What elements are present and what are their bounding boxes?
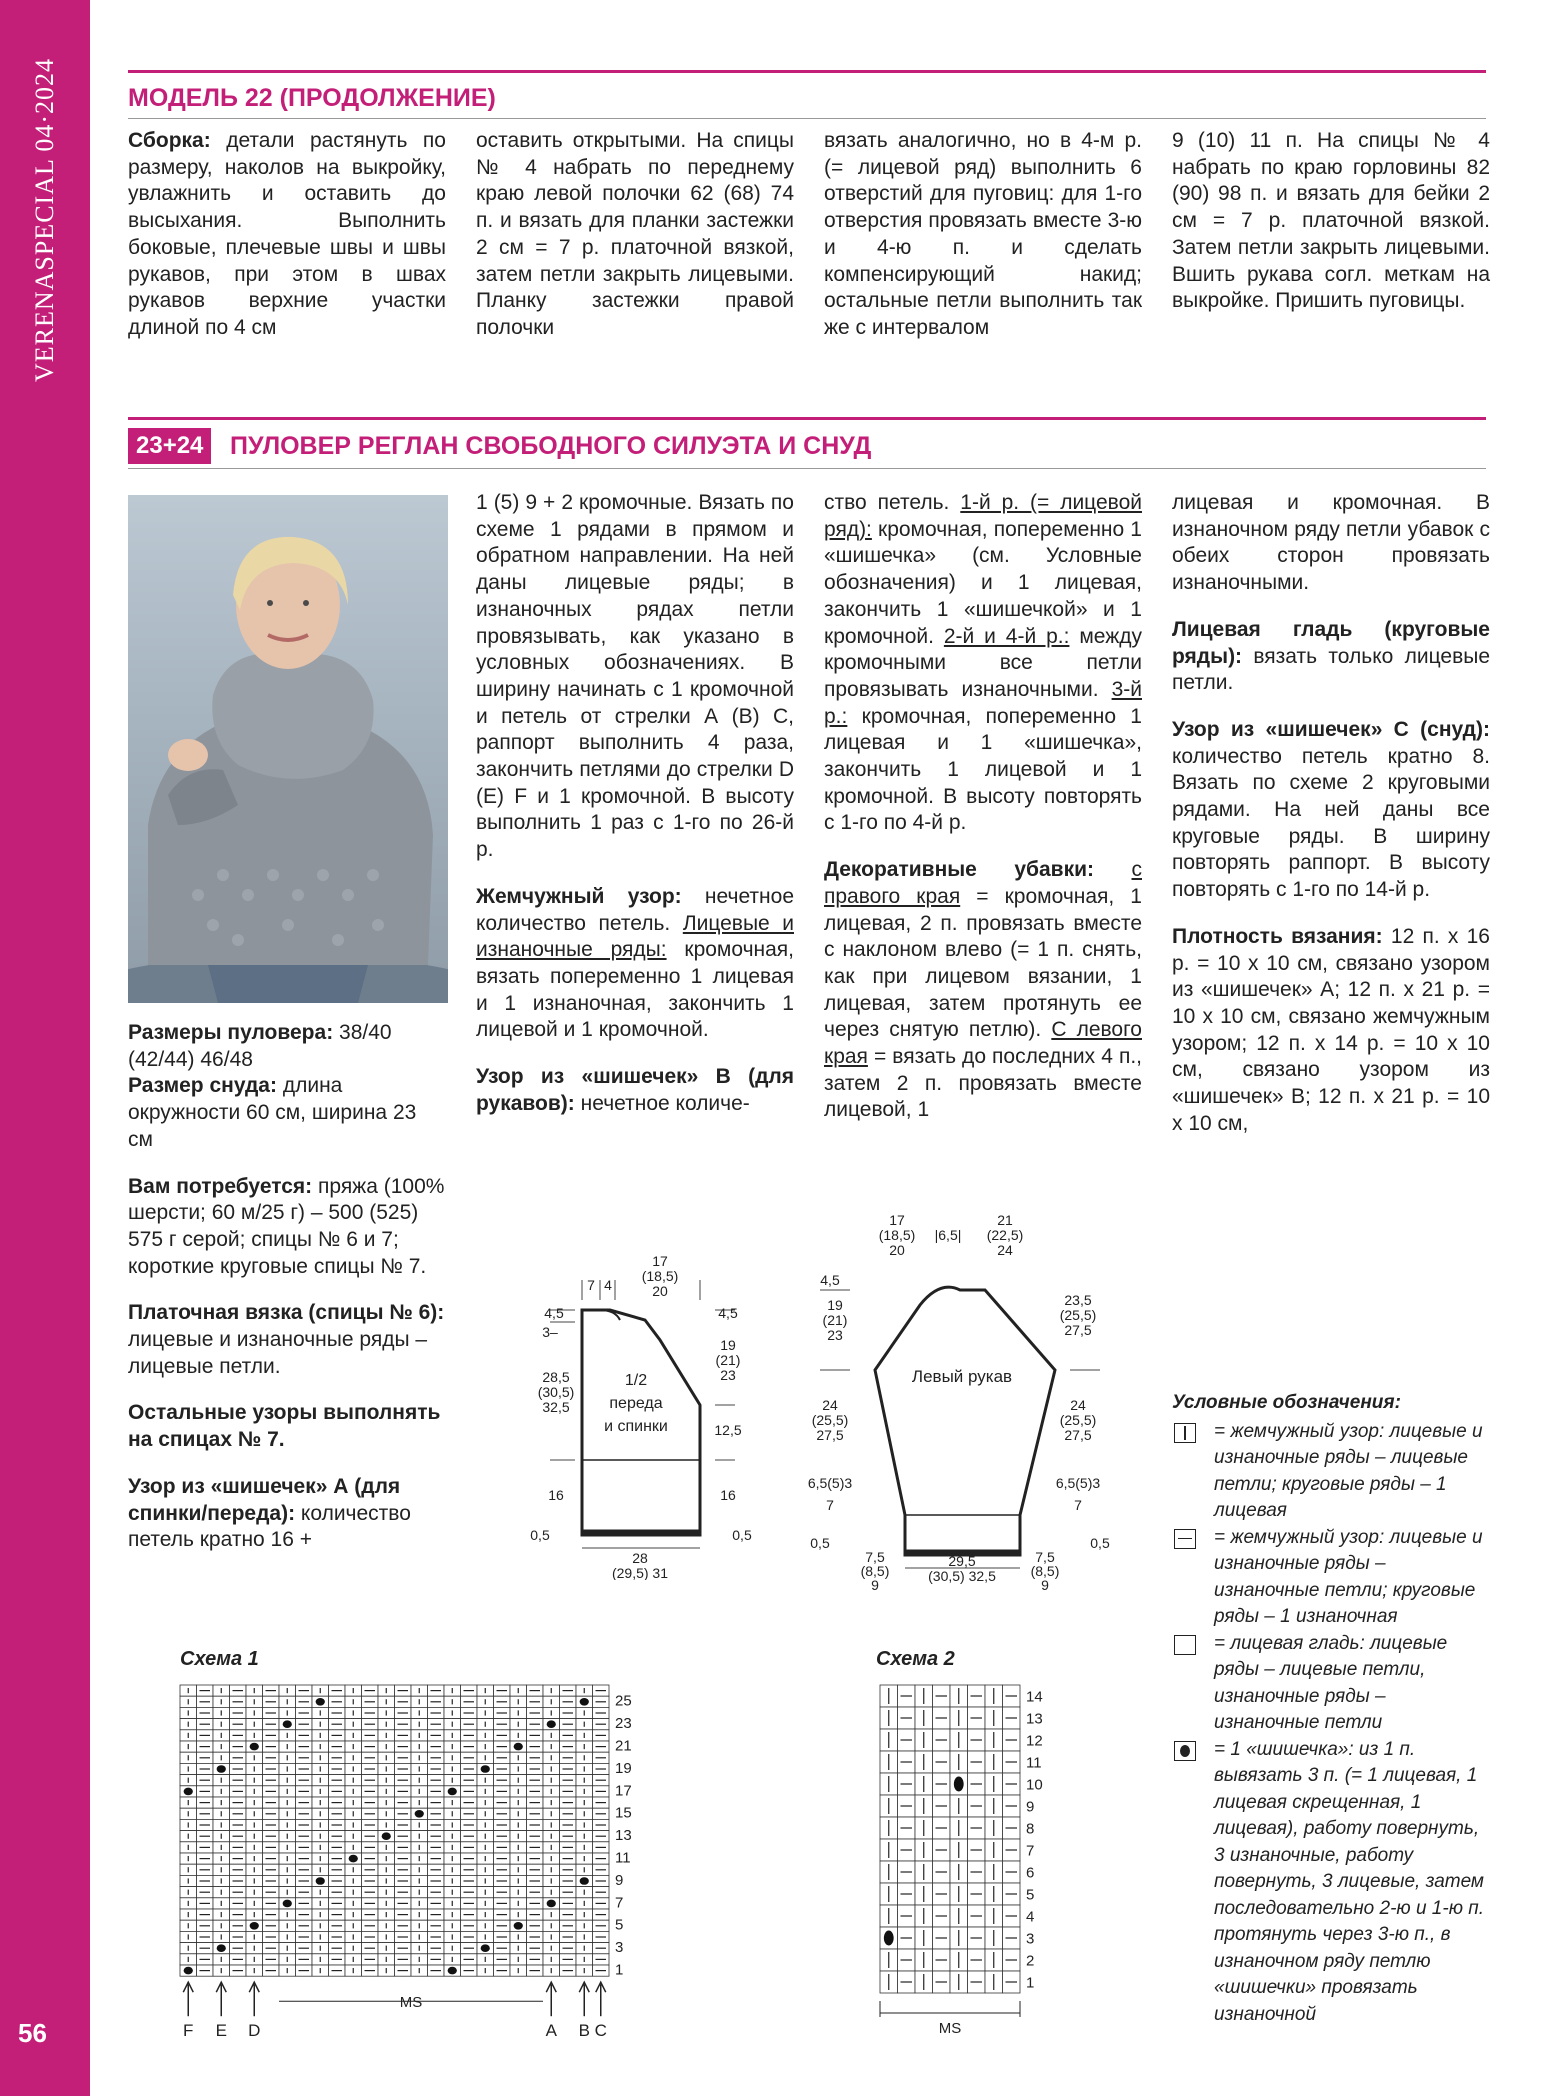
bobble-mark xyxy=(415,1810,424,1818)
section2-top-rule xyxy=(128,417,1486,420)
scheme2-row-label: 11 xyxy=(1026,1754,1042,1772)
dim-17: 17 xyxy=(652,1253,668,1269)
scheme1-row-label: 9 xyxy=(615,1871,624,1889)
scheme2-row-label: 13 xyxy=(1026,1710,1043,1728)
section1-col3: вязать аналогично, но в 4-м р. (= лицевой ряд) выполнить 6 отверстий для пуговиц: для 1-го отверстия провязать вместе 3-ю и 4-ю п. и сделать компенсирующий накид; остальные петли выполнить так же с интервалом xyxy=(824,129,1142,339)
sl-dim-9-right: 9 xyxy=(1041,1577,1049,1593)
decrease-right: = кромочная, 1 лицевая, 2 п. провязать вместе с наклоном влево (= 1 п. снять, как при лицевом вязании, 1 лицевая, затем протянуть ее через снятую петлю). xyxy=(824,884,1142,1042)
scheme2-title: Схема 2 xyxy=(876,1648,955,1670)
brand-text: VERENASPECIAL 04·2024 xyxy=(30,57,59,383)
section1-col2: оставить открытыми. На спицы № 4 набрать по переднему краю левой полочки 62 (68) 74 п. и вязать для планки застежки 2 см = 7 р. платочной вязкой, затем петли закрыть лицевыми. Планку застежки правой полочки xyxy=(476,129,794,339)
legend-item-stockinette xyxy=(1172,1631,1492,1737)
sleeve-schematic xyxy=(800,1210,1120,1600)
scheme2-row-label: 14 xyxy=(1026,1688,1043,1706)
legend-text-knit: = жемчужный узор: лицевые и изнаночные ряды – лицевые петли; круговые ряды – 1 лицевая xyxy=(1214,1420,1483,1521)
section1-top-rule xyxy=(128,70,1486,73)
legend-item-knit xyxy=(1172,1419,1492,1525)
sl-dim-21: 21 xyxy=(997,1212,1013,1228)
row24-text: между кромочными все петли провязывать изнаночными. xyxy=(824,624,1142,701)
scheme2-row-label: 1 xyxy=(1026,1974,1035,1992)
sl-dim-0-5-left: 0,5 xyxy=(810,1535,830,1551)
sleeve-label: Левый рукав xyxy=(911,1367,1013,1386)
bobble-c-value: количество петель кратно 8. Вязать по схеме 2 круговыми рядами. На ней даны все круговые ряды. В ширину повторять раппорт. В высоту повторять с 1-го по 14-й р. xyxy=(1172,744,1490,902)
scheme2-row-label: 2 xyxy=(1026,1952,1035,1970)
legend-item-bobble xyxy=(1172,1737,1492,2029)
section1-col1 xyxy=(128,128,446,342)
dim-29-5: (29,5) 31 xyxy=(611,1565,669,1580)
purl-symbol-icon xyxy=(1174,1529,1196,1549)
garter-value: лицевые и изнаночные ряды – лицевые петли. xyxy=(128,1328,428,1378)
scheme1-row-label: 17 xyxy=(615,1782,632,1800)
dim-0-5-left: 0,5 xyxy=(530,1527,550,1543)
assembly-label: Сборка: xyxy=(128,129,211,152)
sl-dim-24-right: 24 xyxy=(1070,1397,1086,1413)
col1-text xyxy=(128,1020,446,1574)
magenta-sidebar xyxy=(0,0,90,2096)
garter-label: Платочная вязка (спицы № 6): xyxy=(128,1301,445,1325)
dim-4-5-left: 4,5 xyxy=(544,1305,564,1321)
bobble-mark xyxy=(217,1944,226,1952)
scheme2-chart xyxy=(870,1680,1110,2040)
magazine-brand xyxy=(10,50,80,390)
bobble-mark xyxy=(580,1877,589,1885)
section1-col4: 9 (10) 11 п. На спицы № 4 набрать по краю горловины 82 (90) 98 п. и вязать для бейки 2 см = 7 р. платочной вязкой. Затем петли закрыть лицевыми. Вшить рукава согл. меткам на выкройке. Пришить пуговицы. xyxy=(1172,129,1490,313)
dim-32-5: 32,5 xyxy=(542,1399,570,1415)
pearl-label: Жемчужный узор: xyxy=(476,884,682,908)
bobble-mark xyxy=(184,1788,193,1796)
arrow-label-E: E xyxy=(215,2021,227,2040)
scheme2-row-label: 12 xyxy=(1026,1732,1043,1750)
sl-dim-9-left: 9 xyxy=(871,1577,879,1593)
scheme2-row-label: 8 xyxy=(1026,1820,1035,1838)
legend-title: Условные обозначения: xyxy=(1172,1392,1401,1413)
other-patterns: Остальные узоры выполнять на спицах № 7. xyxy=(128,1401,441,1452)
stockinette-value: вязать только лицевые петли. xyxy=(1172,644,1490,695)
sl-dim-17: 17 xyxy=(889,1212,905,1228)
row1-label: 1-й р. (= лицевой ряд): xyxy=(824,491,1142,541)
dim-4: 4 xyxy=(604,1277,612,1293)
materials-label: Вам потребуется: xyxy=(128,1174,313,1198)
row3-label: 3-й р.: xyxy=(824,677,1142,728)
model-photo xyxy=(128,495,448,1003)
row3-text: кромочная, попеременно 1 лицевая и 1 «шишечка», закончить 1 лицевой и 1 кромочной. В высоту повторять с 1-го по 4-й р. xyxy=(824,704,1142,835)
dim-12-5: 12,5 xyxy=(714,1422,742,1438)
scheme1-row-label: 13 xyxy=(615,1827,632,1845)
col2-text xyxy=(476,490,794,1137)
decrease-cont: лицевая и кромочная. В изнаночном ряду петли убавок с обеих сторон провязать изнаночными. xyxy=(1172,491,1490,595)
dim-28-5: 28,5 xyxy=(542,1369,570,1385)
knit-symbol-icon xyxy=(1174,1423,1196,1443)
sl-dim-25-5-left: (25,5) xyxy=(811,1412,849,1428)
front-label-2: переда xyxy=(609,1395,663,1412)
bobble-mark xyxy=(514,1922,523,1930)
dim-3: 3– xyxy=(542,1324,558,1340)
front-back-schematic xyxy=(520,1240,770,1580)
bobble-mark xyxy=(481,1765,490,1773)
col4-text xyxy=(1172,490,1490,1157)
bobble-mark xyxy=(283,1720,292,1728)
bobble-mark xyxy=(547,1900,556,1908)
front-label-1: 1/2 xyxy=(624,1372,648,1389)
legend-text-bobble: = 1 «шишечка»: из 1 п. вывязать 3 п. (= 1 лицевая, 1 лицевая скрещенная, 1 лицевая), работу повернуть, 3 изнаночные, работу повернуть, 3 лицевые, затем последовательно 2-ю и 1-ю п. протянуть через 3-ю п., в изнаночном ряду петлю «шишечки» провязать изнаночной xyxy=(1214,1738,1484,2025)
dim-18-5: (18,5) xyxy=(641,1268,679,1284)
dim-30-5: (30,5) xyxy=(537,1384,575,1400)
sl-dim-25-5-top: (25,5) xyxy=(1059,1307,1097,1323)
row24-label: 2-й и 4-й р.: xyxy=(943,624,1070,648)
scheme2-row-label: 3 xyxy=(1026,1930,1035,1948)
stockinette-label: Лицевая гладь (круговые ряды): xyxy=(1172,617,1490,668)
sl-dim-7-5-left: 7,5 xyxy=(865,1549,885,1565)
scheme2-row-label: 10 xyxy=(1026,1776,1043,1794)
dim-4-5-right: 4,5 xyxy=(718,1305,738,1321)
legend-text-stockinette: = лицевая гладь: лицевые ряды – лицевые петли, изнаночные ряды – изнаночные петли xyxy=(1214,1632,1448,1733)
legend-item-purl xyxy=(1172,1525,1492,1631)
bobble-mark xyxy=(349,1855,358,1863)
sl-dim-27-5-left: 27,5 xyxy=(816,1427,844,1443)
arrow-label-D: D xyxy=(248,2021,261,2040)
scheme1-title: Схема 1 xyxy=(180,1648,259,1670)
arrow-label-A: A xyxy=(545,2021,557,2040)
scheme1-row-label: 5 xyxy=(615,1916,624,1934)
sl-dim-29-5: 29,5 xyxy=(948,1553,976,1569)
sl-dim-6-5: |6,5| xyxy=(934,1227,962,1243)
sl-dim-27-5-top: 27,5 xyxy=(1064,1322,1092,1338)
gauge-value: 12 п. x 16 р. = 10 x 10 см, связано узором из «шишечек» А; 12 п. x 21 р. = 10 x 10 см, связано жемчужным узором; 12 п. x 14 р. = 10 x 10 см, связано узором из «шишечек» В; 12 п. x 21 р. = 10 x 10 см, xyxy=(1172,924,1490,1135)
sl-dim-8-5-right: (8,5) xyxy=(1030,1563,1060,1579)
scheme2-row-label: 7 xyxy=(1026,1842,1035,1860)
section1-title: МОДЕЛЬ 22 (ПРОДОЛЖЕНИЕ) xyxy=(128,84,496,112)
materials-value: пряжа (100% шерсти; 60 м/25 г) – 500 (525) 575 г серой; спицы № 6 и 7; короткие круговые спицы № 7. xyxy=(128,1174,445,1278)
sl-dim-25-5-right: (25,5) xyxy=(1059,1412,1097,1428)
decrease-right-label: с правого края xyxy=(824,858,1142,908)
bobble-mark xyxy=(884,1931,894,1946)
page-number: 56 xyxy=(18,2018,47,2048)
snood-size-label: Размер снуда: xyxy=(128,1074,277,1098)
sl-dim-23-5: 23,5 xyxy=(1064,1292,1092,1308)
legend xyxy=(1172,1390,1492,2028)
front-label-3: и спинки xyxy=(604,1418,668,1435)
bobble-mark xyxy=(316,1698,325,1706)
sl-dim-7-right: 7 xyxy=(1074,1497,1082,1513)
bobble-symbol-icon xyxy=(1174,1741,1196,1761)
bobble-mark xyxy=(481,1944,490,1952)
scheme1-row-label: 19 xyxy=(615,1759,632,1777)
col3-text xyxy=(824,490,1142,1144)
bobble-mark xyxy=(250,1922,259,1930)
scheme2-row-label: 5 xyxy=(1026,1886,1035,1904)
sl-dim-18-5: (18,5) xyxy=(878,1227,916,1243)
bobble-mark xyxy=(448,1788,457,1796)
bobble-mark xyxy=(250,1743,259,1751)
sl-dim-7-5-right: 7,5 xyxy=(1035,1549,1055,1565)
scheme2-row-label: 4 xyxy=(1026,1908,1035,1926)
sl-dim-19: 19 xyxy=(827,1297,843,1313)
sl-dim-0-5-right: 0,5 xyxy=(1090,1535,1110,1551)
scheme1-row-label: 11 xyxy=(615,1849,631,1867)
row1-text: кромочная, попеременно 1 «шишечка» (см. Условные обозначения) и 1 лицевая, закончить 1 «шишечкой» и 1 кромочной. xyxy=(824,517,1142,648)
sl-dim-21b: (21) xyxy=(822,1312,848,1328)
dim-16-right: 16 xyxy=(720,1487,736,1503)
dim-21: (21) xyxy=(715,1352,741,1368)
section1-bottom-rule xyxy=(128,118,1486,119)
section2-title: ПУЛОВЕР РЕГЛАН СВОБОДНОГО СИЛУЭТА И СНУД xyxy=(230,432,872,460)
section2-bottom-rule xyxy=(128,468,1486,469)
scheme1-row-label: 25 xyxy=(615,1692,632,1710)
bobble-mark xyxy=(184,1967,193,1975)
arrow-label-B: B xyxy=(578,2021,590,2040)
dim-0-5-right: 0,5 xyxy=(732,1527,752,1543)
arrow-label-F: F xyxy=(183,2021,194,2040)
sl-dim-23: 23 xyxy=(827,1327,843,1343)
bobble-a-value: количество петель кратно 16 + xyxy=(128,1501,411,1552)
sl-dim-7-left: 7 xyxy=(826,1497,834,1513)
bobble-mark xyxy=(580,1698,589,1706)
bobble-mark xyxy=(283,1900,292,1908)
sl-dim-6-5-5-3-right: 6,5(5)3 xyxy=(1055,1475,1101,1491)
bobble-c-label: Узор из «шишечек» С (снуд): xyxy=(1172,717,1490,741)
pearl-rows: Лицевые и изнаночные ряды: xyxy=(476,911,794,962)
sl-dim-24: 24 xyxy=(997,1242,1013,1258)
sizes-value: 38/40 (42/44) 46/48 xyxy=(128,1021,392,1071)
dim-20: 20 xyxy=(652,1283,668,1299)
dim-23: 23 xyxy=(720,1367,736,1383)
scheme1-chart xyxy=(170,1680,790,2040)
sl-dim-30-5: (30,5) 32,5 xyxy=(928,1568,996,1584)
ms-label: MS xyxy=(399,1994,423,2012)
bobble-mark xyxy=(448,1967,457,1975)
bobble-a-continued: 1 (5) 9 + 2 кромочные. Вязать по схеме 1 рядами в прямом и обратном направлении. На ней даны лицевые ряды; в изнаночных рядах петли провязывать, как указано в условных обозначениях. В ширину начинать с 1 кромочной и петель от стрелки А (В) С, раппорт выполнить 4 раза, закончить петлями до стрелки D (E) F и 1 кромочной. В высоту выполнить 1 раз с 1-го по 26-й р. xyxy=(476,491,794,862)
sl-dim-20: 20 xyxy=(889,1242,905,1258)
dim-19: 19 xyxy=(720,1337,736,1353)
scheme1-row-label: 15 xyxy=(615,1804,632,1822)
scheme1-row-label: 23 xyxy=(615,1715,632,1733)
scheme1-row-label: 1 xyxy=(615,1961,624,1979)
bobble-mark xyxy=(382,1832,391,1840)
bobble-mark xyxy=(954,1777,964,1792)
legend-text-purl: = жемчужный узор: лицевые и изнаночные ряды – изнаночные петли; круговые ряды – 1 изнаночная xyxy=(1214,1526,1483,1627)
sl-dim-4-5: 4,5 xyxy=(820,1272,840,1288)
scheme2-row-label: 9 xyxy=(1026,1798,1035,1816)
scheme1-row-label: 7 xyxy=(615,1894,624,1912)
empty-square-icon xyxy=(1174,1635,1196,1655)
photo-illustration xyxy=(128,495,448,1003)
decrease-left: = вязать до последних 4 п., затем 2 п. провязать вместе лицевой, 1 xyxy=(824,1045,1142,1122)
bobble-mark xyxy=(217,1765,226,1773)
scheme2-row-label: 6 xyxy=(1026,1864,1035,1882)
bobble-mark xyxy=(316,1877,325,1885)
dim-28: 28 xyxy=(632,1550,648,1566)
pearl-a: нечетное количество петель. xyxy=(476,884,794,935)
arrow-label-C: C xyxy=(594,2021,607,2040)
gauge-label: Плотность вязания: xyxy=(1172,924,1383,948)
sl-dim-8-5-left: (8,5) xyxy=(860,1563,890,1579)
bobble-mark xyxy=(547,1720,556,1728)
decrease-left-label: С левого края xyxy=(824,1018,1142,1069)
sl-dim-24-left: 24 xyxy=(822,1397,838,1413)
pearl-b: кромочная, вязать попеременно 1 лицевая и 1 изнаночная, закончить 1 лицевой и 1 кромочной. xyxy=(476,938,794,1042)
sl-dim-22-5: (22,5) xyxy=(986,1227,1024,1243)
scheme1-row-label: 21 xyxy=(615,1737,632,1755)
model-badge: 23+24 xyxy=(128,428,211,464)
bobble-a-label: Узор из «шишечек» А (для спинки/переда): xyxy=(128,1474,401,1525)
assembly-text: детали растянуть по размеру, наколов на выкройку, увлажнить и оставить до высыхания. Выполнить боковые, плечевые швы и швы рукавов, при этом в швах рукавов верхние участки длиной по 4 см xyxy=(128,129,446,339)
sizes-label: Размеры пуловера: xyxy=(128,1021,334,1044)
snood-size-value: длина окружности 60 см, ширина 23 см xyxy=(128,1074,417,1151)
bobble-b-cont: ство петель. xyxy=(824,491,950,514)
bobble-b-label: Узор из «шишечек» В (для рукавов): xyxy=(476,1065,794,1115)
decrease-label: Декоративные убавки: xyxy=(824,858,1095,882)
ms-label: MS xyxy=(938,2020,962,2037)
bobble-b-value: нечетное количе- xyxy=(580,1091,750,1115)
scheme1-row-label: 3 xyxy=(615,1939,624,1957)
dim-16-left: 16 xyxy=(548,1487,564,1503)
sl-dim-6-5-5-3-left: 6,5(5)3 xyxy=(807,1475,853,1491)
sl-dim-27-5-right: 27,5 xyxy=(1064,1427,1092,1443)
dim-7: 7 xyxy=(587,1277,595,1293)
bobble-mark xyxy=(514,1743,523,1751)
